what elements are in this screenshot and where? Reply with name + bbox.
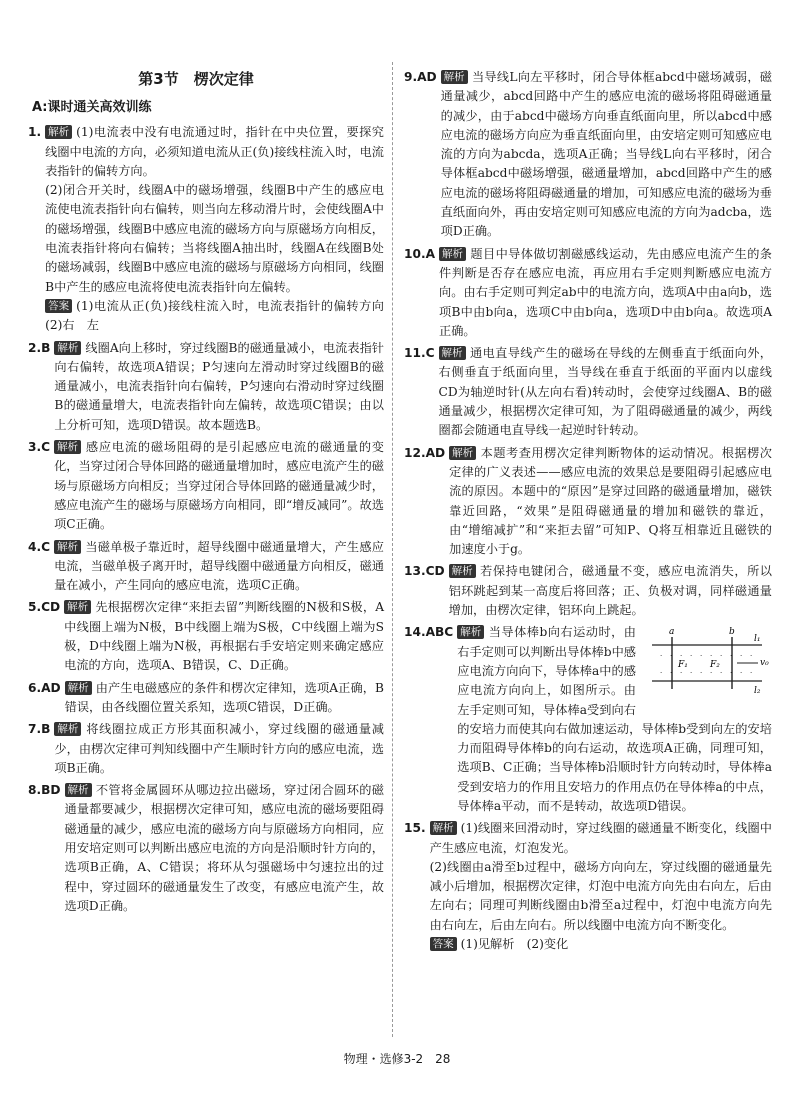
answer-number: 10.A <box>404 246 436 261</box>
answer-paragraph <box>54 339 384 435</box>
answer-paragraph <box>430 858 772 935</box>
field-dot: · <box>670 669 673 678</box>
answer-item <box>404 623 772 816</box>
answer-body <box>441 68 772 242</box>
answer-body <box>45 123 397 335</box>
answer-tag: 答案 <box>430 937 457 951</box>
answer-paragraph <box>439 344 772 440</box>
answer-paragraph <box>64 598 384 675</box>
analysis-tag: 解析 <box>54 341 81 355</box>
answer-text: 当导线L向左平移时，闭合导体框abcd中磁场减弱，磁通量减少，abcd回路中产生的感应电流的磁场将阻碍磁通量的减少，由于abcd中磁场方向垂直纸面向里，所以abcd中感应电流的磁场方向应为垂直纸面向里，由安培定则可知感应电流的方向为abcda，选项A正确；当导线L向右平移时，闭合导体框abcd中磁场增强，磁通量增加，abcd回路中产生的感应电流的磁场将阻碍磁通量的增加，可知感应电流的磁场为垂直纸面向外，再由安培定则可知感应电流的方向为adcba，选项D正确。 <box>440 70 772 239</box>
answer-text: (1)线圈来回滑动时，穿过线圈的磁通量不断变化，线圈中产生感应电流，灯泡发光。 <box>429 821 772 855</box>
field-dot: · <box>660 652 663 661</box>
answer-text: 题目中导体做切割磁感线运动，先由感应电流产生的条件判断是否存在感应电流，再应用右手定则判断感应电流方向。由右手定则可判定ab中的电流方向，选项A中由a向b，选项B中由b向a，选项C中由b向a，选项D中由b向a。故选项A正确。 <box>439 246 772 338</box>
field-dot: · <box>720 669 723 678</box>
answer-number: 12.AD <box>404 445 446 460</box>
field-dot: · <box>720 652 723 661</box>
answer-item <box>404 344 772 440</box>
answer-item <box>28 123 397 335</box>
answer-number: 8.BD <box>28 783 61 798</box>
label-v0: v₀ <box>760 658 769 669</box>
field-dot: · <box>700 652 703 661</box>
answer-paragraph <box>54 438 384 534</box>
answer-body <box>449 444 772 560</box>
field-dot: · <box>740 652 743 661</box>
analysis-tag: 解析 <box>441 70 468 84</box>
field-dot: · <box>680 652 683 661</box>
analysis-tag: 解析 <box>439 247 466 261</box>
answer-body <box>439 245 772 341</box>
answer-item <box>28 679 384 718</box>
answer-text: 通电直导线产生的磁场在导线的左侧垂直于纸面向外，右侧垂直于纸面向里，当导线在垂直于纸面的平面内以虚线CD为轴逆时针(从左向右看)转动时，会使穿过线圈A、B的磁通量减少，根据楞次定律可知，为了阻碍磁通量的减少，两线圈都会随通电直导线一起逆时针转动。 <box>438 346 772 438</box>
field-dot: · <box>700 669 703 678</box>
answer-paragraph <box>439 245 772 341</box>
label-b: b <box>729 627 735 638</box>
field-dot: · <box>710 669 713 678</box>
answer-paragraph <box>430 819 772 858</box>
column-divider <box>392 62 393 1037</box>
answer-paragraph <box>45 297 397 336</box>
analysis-tag: 解析 <box>54 722 81 736</box>
left-answer-list <box>28 123 397 916</box>
analysis-tag: 解析 <box>54 440 81 454</box>
answer-text: 当磁单极子靠近时，超导线圈中磁通量增大，产生感应电流，当磁单极子离开时，超导线圈中磁通量方向相反，磁通量在减小，产生同向的感应电流，选项C正确。 <box>54 539 384 593</box>
answer-paragraph <box>449 444 772 560</box>
answer-number: 9.AD <box>404 70 437 84</box>
answer-body <box>54 538 384 596</box>
analysis-tag: 解析 <box>65 783 92 797</box>
answer-item <box>28 438 384 534</box>
answer-body <box>64 598 384 675</box>
answer-item <box>28 720 384 778</box>
answer-number: 5.CD <box>28 600 61 615</box>
analysis-tag: 解析 <box>430 821 457 835</box>
label-f2: F₂ <box>710 660 720 671</box>
label-f1: F₁ <box>678 660 688 671</box>
answer-number: 15. <box>404 821 426 836</box>
answer-number: 7.B <box>28 722 51 737</box>
answer-number: 3.C <box>28 440 51 455</box>
label-l2: l₂ <box>754 686 761 697</box>
field-dot: · <box>730 669 733 678</box>
answer-number: 14.ABC <box>404 625 454 640</box>
answer-paragraph <box>45 181 384 297</box>
answer-item <box>404 245 772 341</box>
answer-number: 4.C <box>28 539 51 554</box>
answer-text: (2)闭合开关时，线圈A中的磁场增强，线圈B中产生的感应电流使电流表指针向右偏转，则当向左移动滑片时，会使线圈A中的磁场增强，线圈B中感应电流的磁场方向与原磁场方向相反，电流表指针将向右偏转；当将线圈A抽出时，线圈A在线圈B处的磁场减弱，线圈B中感应电流的磁场与原磁场方向相同，线圈B中产生的感应电流将使电流表指针向左偏转。 <box>45 183 384 294</box>
answer-item <box>28 598 384 675</box>
label-l1: l₁ <box>754 634 761 645</box>
answer-text: (1)电流表中没有电流通过时，指针在中央位置，要探究线圈中电流的方向，必须知道电流从正(负)接线柱流入时，电流表指针的偏转方向。 <box>45 125 384 178</box>
answer-tag: 答案 <box>45 299 72 313</box>
answer-number: 2.B <box>28 340 51 355</box>
answer-paragraph <box>441 68 772 242</box>
answer-text: (1)见解析 (2)变化 <box>460 937 569 952</box>
answer-item <box>28 781 384 916</box>
answer-number: 13.CD <box>404 564 445 579</box>
analysis-tag: 解析 <box>65 681 92 695</box>
rails-diagram <box>642 625 772 701</box>
answer-number: 6.AD <box>28 680 61 695</box>
answer-body <box>449 562 772 620</box>
analysis-tag: 解析 <box>449 446 476 460</box>
answer-paragraph <box>65 679 384 718</box>
answer-paragraph <box>54 538 384 596</box>
answer-paragraph <box>449 562 772 620</box>
answer-item <box>28 538 384 596</box>
answer-text: 本题考查用楞次定律判断物体的运动情况。根据楞次定律的广义表述——感应电流的效果总是要阻碍引起感应电流的原因。本题中的“原因”是穿过回路的磁通量增加，磁铁靠近回路，“效果”是阻碍磁通量的增加和磁铁的靠近，由“增缩减扩”和“来拒去留”可知P、Q将互相靠近且磁铁的加速度小于g。 <box>449 445 772 557</box>
answer-paragraph <box>45 123 384 181</box>
section-title: 第3节 楞次定律 <box>138 70 254 88</box>
answer-item <box>404 819 772 954</box>
answer-body <box>439 344 772 440</box>
field-dot: · <box>730 652 733 661</box>
analysis-tag: 解析 <box>45 125 72 139</box>
field-dot: · <box>710 652 713 661</box>
field-dot: · <box>690 669 693 678</box>
field-dot: · <box>750 652 753 661</box>
answer-body <box>65 781 384 916</box>
answer-paragraph <box>430 935 772 954</box>
answer-body <box>457 623 772 816</box>
answer-text: 线圈A向上移时，穿过线圈B的磁通量减小，电流表指针向右偏转，故选项A错误；P匀速向左滑动时穿过线圈B的磁通量减小，电流表指针向右偏转，P匀速向右滑动时穿过线圈B的磁通量增大，电流表指针向左偏转，故选项C错误；由以上分析可知，选项D错误。故本题选B。 <box>54 340 384 432</box>
answer-body <box>54 438 384 534</box>
page-footer: 物理・选修3-2 28 <box>343 1052 451 1066</box>
subtitle: A:课时通关高效训练 <box>32 100 152 115</box>
answer-item <box>404 68 772 242</box>
answer-text: 感应电流的磁场阻碍的是引起感应电流的磁通量的变化，当穿过闭合导体回路的磁通量增加时，感应电流产生的磁场与原磁场方向相反；当穿过闭合导体回路的磁通量减少时，感应电流产生的磁场与原磁场方向相同，即“增反减同”。故选项C正确。 <box>54 440 384 532</box>
answer-text: (1)电流从正(负)接线柱流入时，电流表指针的偏转方向 (2)右 左 <box>45 298 397 333</box>
field-dot: · <box>690 652 693 661</box>
answer-body <box>430 819 772 954</box>
analysis-tag: 解析 <box>54 540 81 554</box>
analysis-tag: 解析 <box>449 564 476 578</box>
analysis-tag: 解析 <box>457 625 484 639</box>
answer-text: 由产生电磁感应的条件和楞次定律知，选项A正确，B错误，由各线圈位置关系知，选项C错误，D正确。 <box>64 680 384 714</box>
answer-body <box>54 720 384 778</box>
left-column <box>28 68 397 919</box>
field-dot: · <box>750 669 753 678</box>
answer-text: 先根据楞次定律“来拒去留”判断线圈的N极和S极，A中线圈上端为N极，B中线圈上端为S极，C中线圈上端为S极，D中线圈上端为N极，再根据右手安培定则来确定感应电流的方向，选项A、B错误，C、D正确。 <box>64 600 384 673</box>
answer-paragraph <box>54 720 384 778</box>
analysis-tag: 解析 <box>439 346 466 360</box>
answer-item <box>28 339 384 435</box>
answer-item <box>404 444 772 560</box>
right-answer-list <box>404 68 772 954</box>
label-a: a <box>669 627 675 638</box>
answer-text: (2)线圈由a滑至b过程中，磁场方向向左，穿过线圈的磁通量先减小后增加，根据楞次定律，灯泡中电流方向先由右向左，后由左向右；同理可判断线圈由b滑至a过程中，灯泡中电流方向先由右向左，后由左向右。所以线圈中电流方向不断变化。 <box>429 859 772 932</box>
answer-text: 将线圈拉成正方形其面积减小，穿过线圈的磁通量减少，由楞次定律可判知线圈中产生顺时针方向的感应电流，选项B正确。 <box>54 722 384 775</box>
answer-number: 11.C <box>404 346 435 361</box>
analysis-tag: 解析 <box>64 600 91 614</box>
answer-number: 1. <box>28 125 42 140</box>
answer-paragraph <box>65 781 384 916</box>
right-column <box>404 68 772 957</box>
answer-item <box>404 562 772 620</box>
answer-body <box>54 339 384 435</box>
answer-text: 不管将金属圆环从哪边拉出磁场，穿过闭合圆环的磁通量都要减少，根据楞次定律可知，感应电流的磁场要阻碍磁通量的减少，感应电流的磁场方向与原磁场方向相同，应用安培定则可以判断出感应电流的方向是沿顺时针方向的，选项B正确，A、C错误；将环从匀强磁场中匀速拉出的过程中，穿过圆环的磁通量发生了改变，有感应电流产生，故选项D正确。 <box>64 783 384 913</box>
field-dot: · <box>670 652 673 661</box>
answer-text: 若保持电键闭合，磁通量不变，感应电流消失，所以铝环跳起到某一高度后将回落；正、负极对调，同样磁通量增加，由楞次定律，铝环向上跳起。 <box>448 564 772 618</box>
field-dot: · <box>660 669 663 678</box>
answer-body <box>65 679 384 718</box>
answer-text: 当导体棒b向右运动时，由右手定则可以判断出导体棒b中感应电流方向向下，导体棒a中的感应电流方向向上，如图所示。由左手定则可知，导体棒a受到向右的安培力而使其向右做加速运动，导体棒b受到向左的安培力而阻碍导体棒b的向右运动，故选项A正确，同理可知，选项B、C正确；当导体棒b沿顺时针方向转动时，导体棒a受到安培力的作用且安培力的作用点仍在导体棒a的中点，导体棒a平动，而不是转动，故选项D错误。 <box>457 625 772 813</box>
field-dot: · <box>740 669 743 678</box>
field-dot: · <box>680 669 683 678</box>
